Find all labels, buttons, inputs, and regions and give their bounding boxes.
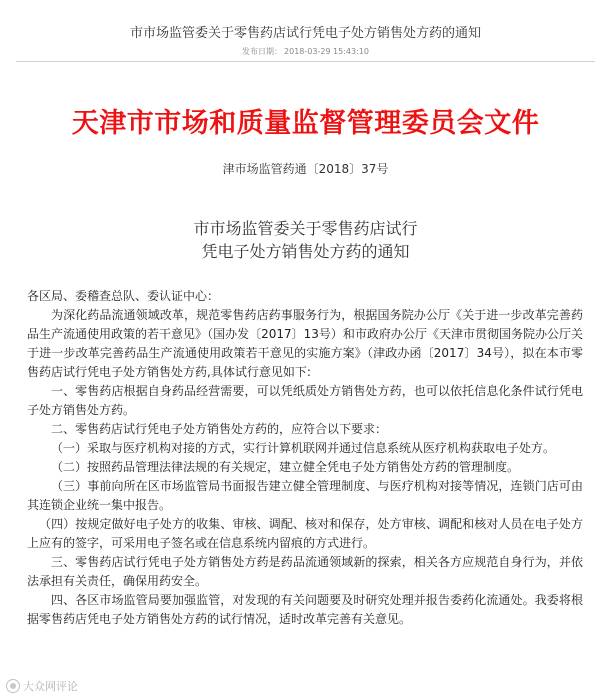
header-divider (16, 61, 595, 62)
body-paragraph-item-3: （三）事前向所在区市场监管局书面报告建立健全管理制度、与医疗机构对接等情况，连锁门店可由其连锁企业统一集中报告。 (27, 479, 583, 512)
watermark-logo-icon (6, 679, 20, 693)
body-paragraph-section-1: 一、零售药店根据自身药品经营需要，可以凭纸质处方销售处方药，也可以依托信息化条件试行凭电子处方销售处方药。 (27, 384, 583, 417)
page-title: 市市场监管委关于零售药店试行凭电子处方销售处方药的通知 (129, 26, 481, 41)
body-paragraph-intro: 为深化药品流通领域改革，规范零售药店药事服务行为，根据国务院办公厅《关于进一步改革完善药品生产流通使用政策的若干意见》（国办发〔2017〕13号）和市政府办公厅《天津市贯彻国务院办公厅关于进一步改革完善药品生产流通使用政策若干意见的实施方案》（津政办函〔2017〕34号），拟在本市零售药店试行凭电子处方销售处方药,具体试行意见如下: (27, 308, 583, 379)
document-body (27, 287, 583, 629)
salutation: 各区局、委稽查总队、委认证中心： (27, 289, 220, 303)
body-paragraph-section-3: 三、零售药店试行凭电子处方销售处方药是药品流通领域新的探索，相关各方应规范自身行为，并依法承担有关责任，确保用药安全。 (27, 555, 583, 588)
red-header-title: 天津市市场和质量监督管理委员会文件 (71, 108, 540, 139)
publish-date-value: 2018-03-29 15:43:10 (284, 47, 369, 56)
watermark (6, 678, 78, 694)
document-title (0, 217, 611, 263)
document-title-line-2: 凭电子处方销售处方药的通知 (201, 242, 410, 261)
watermark-text: 大众网评论 (23, 680, 78, 693)
body-paragraph-item-4: （四）按规定做好电子处方的收集、审核、调配、核对和保存，处方审核、调配和核对人员在电子处方上应有的签字，可采用电子签名或在信息系统内留痕的方式进行。 (27, 517, 583, 550)
body-paragraph-item-2: （二）按照药品管理法律法规的有关规定，建立健全凭电子处方销售处方药的管理制度。 (51, 460, 520, 474)
document-number: 津市场监管药通〔2018〕37号 (222, 162, 389, 176)
publish-date-label: 发布日期： (242, 47, 283, 56)
body-paragraph-item-1: （一）采取与医疗机构对接的方式，实行计算机联网并通过信息系统从医疗机构获取电子处方。 (51, 441, 556, 455)
publish-date (0, 46, 611, 57)
body-paragraph-section-2: 二、零售药店试行凭电子处方销售处方药的，应符合以下要求： (51, 422, 388, 436)
document-title-line-1: 市市场监管委关于零售药店试行 (193, 219, 418, 238)
body-paragraph-section-4: 四、各区市场监管局要加强监管，对发现的有关问题要及时研究处理并报告委药化流通处。我委将根据零售药店凭电子处方销售处方药的试行情况，适时改革完善有关意见。 (27, 593, 583, 626)
